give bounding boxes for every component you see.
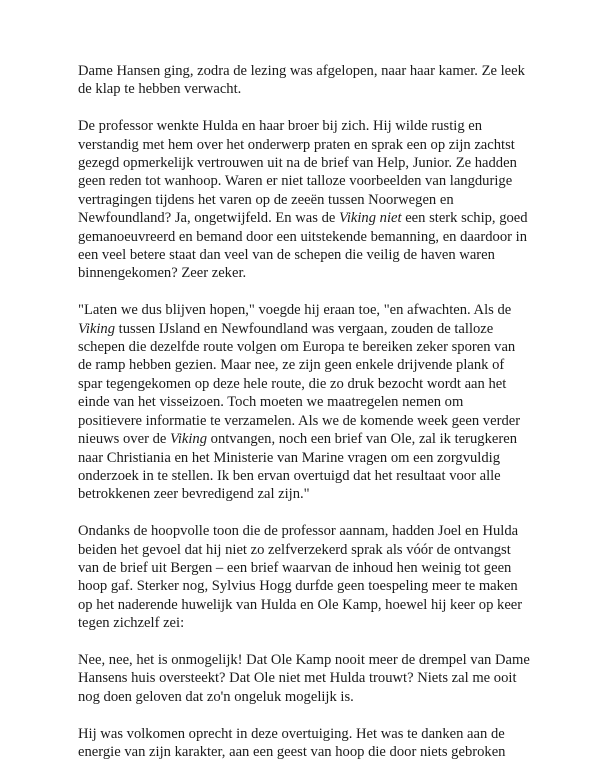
text-run: Ondanks de hoopvolle toon die de professor aannam, hadden Joel en Hulda beiden het gevoel dat hij niet zo zelfverzekerd sprak als vóór de ontvangst van de brief uit Bergen – een brief waarvan de inhoud hen weinig tot geen hoop gaf. Sterker nog, Sylvius Hogg durfde geen toespeling meer te maken op het naderende huwelijk van Hulda en Ole Kamp, hoewel hij keer op keer tegen zichzelf zei: — [78, 523, 523, 632]
italic-ship-name: Viking — [78, 320, 116, 337]
paragraph-1 — [78, 62, 530, 99]
text-run: ontvangen, noch een brief van Ole, zal ik terugkeren naar Christiania en het Ministerie van Marine vragen om een zorgvuldig onderzoek in te stellen. Ik ben ervan overtuigd dat het resultaat voor alle betrokkenen zeer bevredigend zal zijn." — [78, 431, 518, 503]
document-page — [78, 62, 530, 780]
text-run: "Laten we dus blijven hopen," voegde hij eraan toe, "en afwachten. Als de — [78, 302, 512, 319]
paragraph-2 — [78, 117, 530, 283]
paragraph-6 — [78, 725, 530, 762]
italic-ship-name: Viking niet — [339, 210, 402, 227]
text-run: Dame Hansen ging, zodra de lezing was afgelopen, naar haar kamer. Ze leek de klap te hebben verwacht. — [78, 63, 525, 98]
text-run: tussen IJsland en Newfoundland was vergaan, zouden de talloze schepen die dezelfde route volgen om Europa te bereiken zeker sporen van de ramp hebben gezien. Maar nee, ze zijn geen enkele drijvende plank of spar tegengekomen op deze hele route, die zo druk bezocht wordt aan het einde van het visseizoen. Toch moeten we maatregelen nemen om positievere informatie te verzamelen. Als we de komende week geen verder nieuws over de — [78, 320, 521, 448]
paragraph-3 — [78, 301, 530, 503]
text-run: Hij was volkomen oprecht in deze overtuiging. Het was te danken aan de energie van zijn karakter, aan een geest van hoop die door niets gebroken — [78, 725, 506, 760]
paragraph-4 — [78, 522, 530, 632]
italic-ship-name: Viking — [170, 431, 208, 448]
text-run: De professor wenkte Hulda en haar broer bij zich. Hij wilde rustig en verstandig met hem over het onderwerp praten en sprak een op zijn zachtst gezegd opmerkelijk vertrouwen uit na de brief van Help, Junior. Ze hadden geen reden tot wanhoop. Waren er niet talloze voorbeelden van langdurige vertragingen tijdens het varen op de zeeën tussen Noorwegen en Newfoundland? Ja, ongetwijfeld. En was de — [78, 118, 517, 227]
text-run: een sterk schip, goed gemanoeuvreerd en bemand door een uitstekende bemanning, en daardoor in een veel betere staat dan veel van de schepen die veilig de haven waren binnengekomen? Zeer zeker. — [78, 210, 528, 282]
paragraph-5 — [78, 651, 530, 706]
text-run: Nee, nee, het is onmogelijk! Dat Ole Kamp nooit meer de drempel van Dame Hansens huis oversteekt? Dat Ole niet met Hulda trouwt? Niets zal me ooit nog doen geloven dat zo'n ongeluk mogelijk is. — [78, 651, 530, 705]
